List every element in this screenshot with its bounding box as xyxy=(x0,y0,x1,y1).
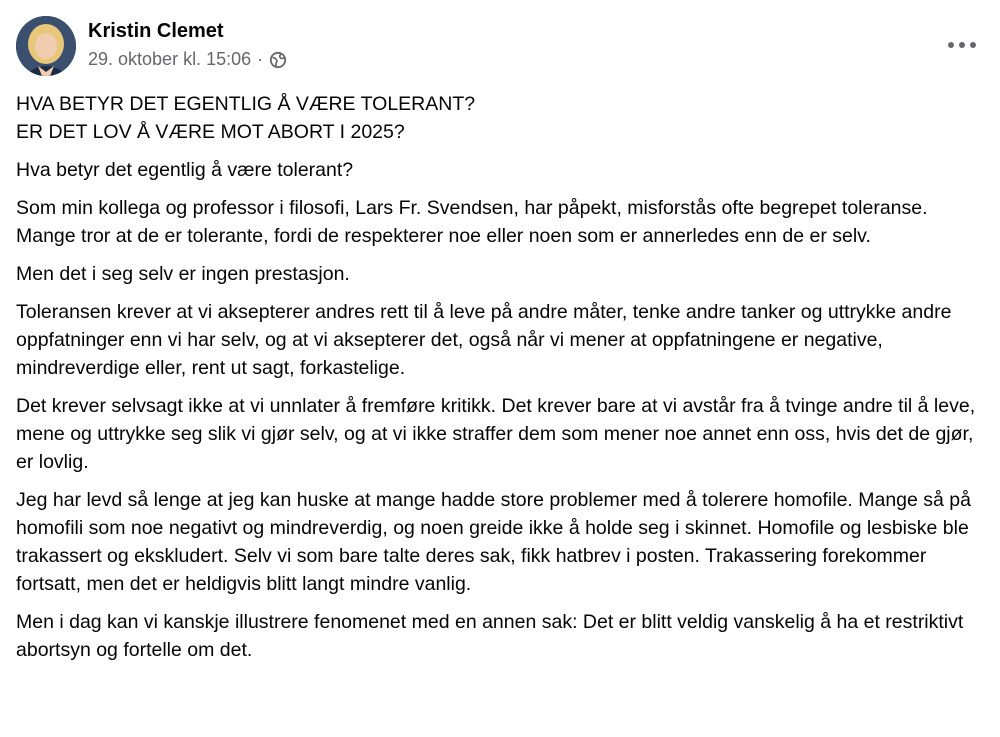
post-header xyxy=(16,16,984,78)
globe-icon[interactable] xyxy=(269,51,287,69)
author-avatar[interactable] xyxy=(16,16,76,76)
more-dot xyxy=(948,42,954,48)
post-paragraph: Som min kollega og professor i filosofi, Lars Fr. Svendsen, har påpekt, misforstås ofte begrepet toleranse. Mange tror at de er tolerante, fordi de respekterer noe eller noen som er annerledes enn de er selv. xyxy=(16,197,928,247)
post-timestamp[interactable]: 29. oktober kl. 15:06 xyxy=(88,49,252,69)
post-paragraph: Men det i seg selv er ingen prestasjon. xyxy=(16,263,350,285)
post-paragraph: Hva betyr det egentlig å være tolerant? xyxy=(16,159,354,181)
post-paragraph: Men i dag kan vi kanskje illustrere fenomenet med en annen sak: Det er blitt veldig vanskelig å ha et restriktivt abortsyn og fortelle om det. xyxy=(16,611,964,661)
post-meta xyxy=(88,49,287,70)
more-options-icon[interactable] xyxy=(948,34,976,56)
post-paragraph: Det krever selvsagt ikke at vi unnlater å fremføre kritikk. Det krever bare at vi avstår fra å tvinge andre til å leve, mene og uttrykke seg slik vi gjør selv, og at vi ikke straffer dem som mener noe annet enn oss, hvis det de gjør, er lovlig. xyxy=(16,395,976,473)
post-paragraph: Jeg har levd så lenge at jeg kan huske at mange hadde store problemer med å tolerere homofile. Mange så på homofili som noe negativt og mindreverdig, og noen greide ikke å holde seg i skinnet. Homofile og lesbiske ble trakassert og ekskludert. Selv vi som bare talte deres sak, fikk hatbrev i posten. Trakassering forekommer fortsatt, men det er heldigvis blitt langt mindre vanlig. xyxy=(16,489,971,595)
post-title: HVA BETYR DET EGENTLIG Å VÆRE TOLERANT? ER DET LOV Å VÆRE MOT ABORT I 2025? xyxy=(16,93,476,143)
meta-separator: · xyxy=(257,49,264,69)
more-dot xyxy=(959,42,965,48)
author-name[interactable]: Kristin Clemet xyxy=(88,20,224,42)
more-dot xyxy=(970,42,976,48)
avatar-image xyxy=(16,16,76,76)
post-body xyxy=(16,90,986,674)
post-paragraph: Toleransen krever at vi aksepterer andres rett til å leve på andre måter, tenke andre tanker og uttrykke andre oppfatninger enn vi har selv, og at vi aksepterer det, også når vi mener at oppfatningene er negative, mindreverdige eller, rent ut sagt, forkastelige. xyxy=(16,301,952,379)
